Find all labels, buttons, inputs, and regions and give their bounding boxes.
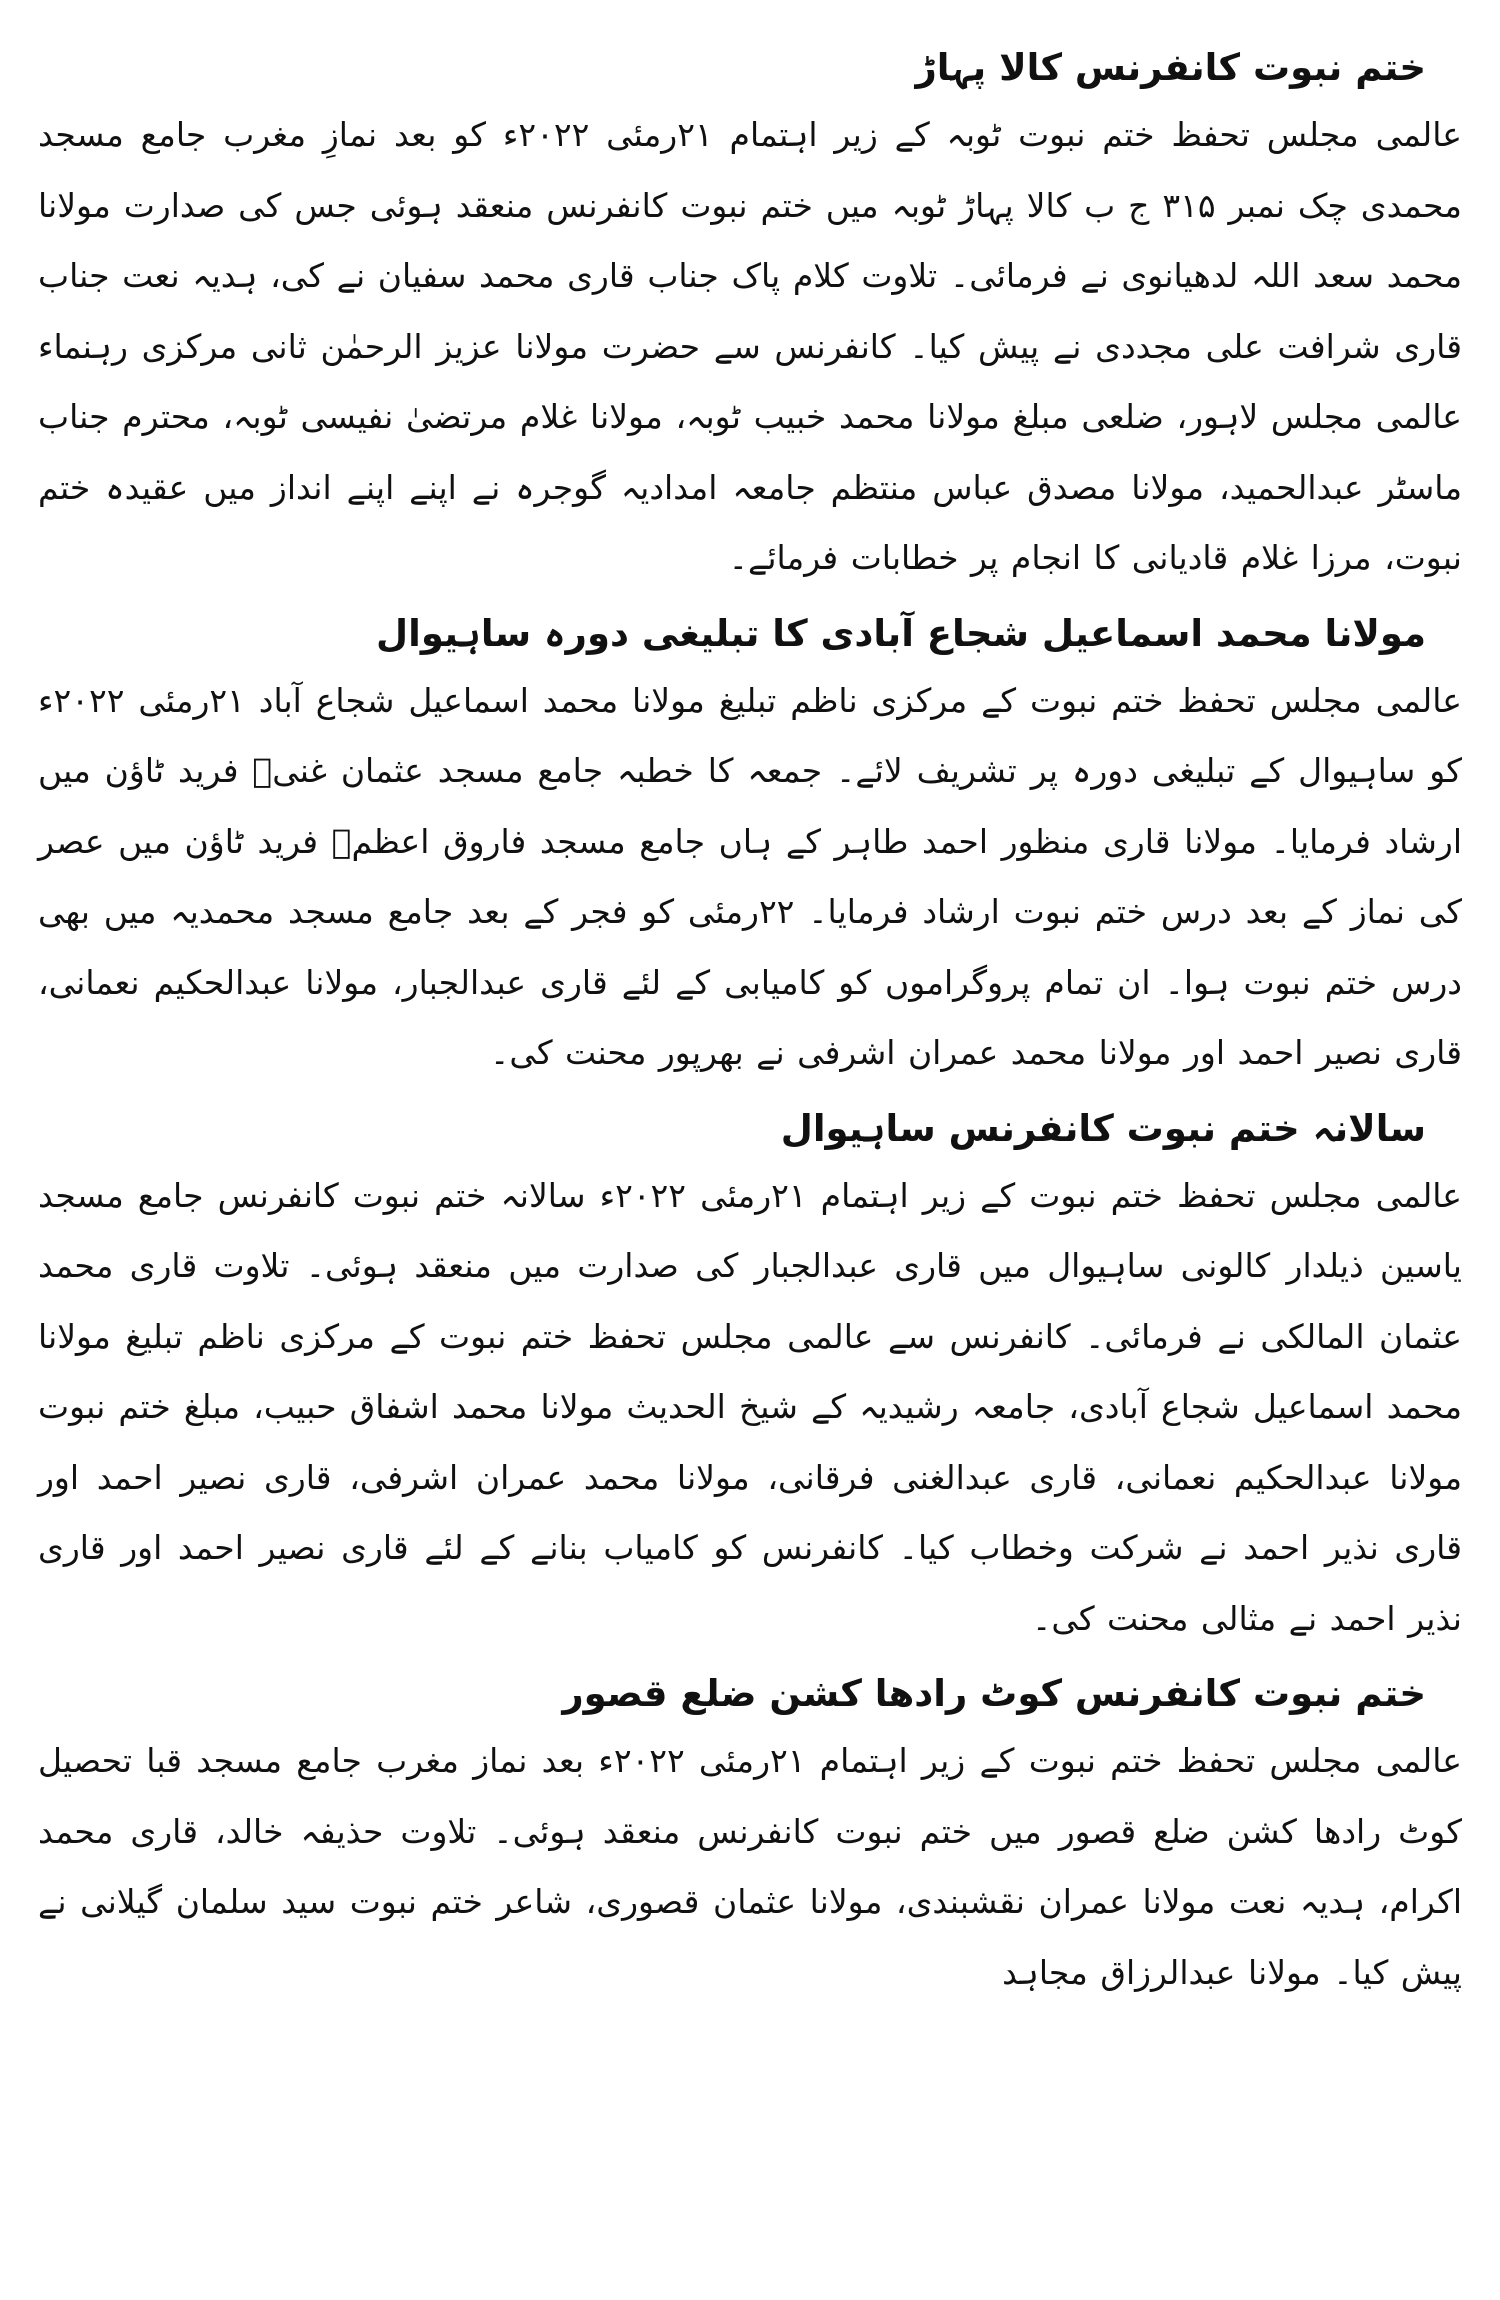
- article-kot-radha-kishan-conference: [38, 1666, 1462, 2008]
- article-body: عالمی مجلس تحفظ ختم نبوت کے مرکزی ناظم تبلیغ مولانا محمد اسماعیل شجاع آباد ۲۱رمئی ۲۰۲۲ء کو ساہیوال کے تبلیغی دورہ پر تشریف لائے۔ جمعہ کا خطبہ جامع مسجد عثمان غنیؓ فرید ٹاؤن میں ارشاد فرمایا۔ مولانا قاری منظور احمد طاہر کے ہاں جامع مسجد فاروق اعظمؓ فرید ٹاؤن میں عصر کی نماز کے بعد درس ختم نبوت ارشاد فرمایا۔ ۲۲رمئی کو فجر کے بعد جامع مسجد محمدیہ میں بھی درس ختم نبوت ہوا۔ ان تمام پروگراموں کو کامیابی کے لئے قاری عبدالجبار، مولانا عبدالحکیم نعمانی، قاری نصیر احمد اور مولانا محمد عمران اشرفی نے بھرپور محنت کی۔: [38, 680, 1462, 1072]
- article-kala-pahar-conference: [38, 40, 1462, 594]
- article-sahiwal-annual-conference: [38, 1101, 1462, 1655]
- article-heading: ختم نبوت کانفرنس کالا پہاڑ: [915, 46, 1426, 89]
- article-body: عالمی مجلس تحفظ ختم نبوت کے زیر اہتمام ۲۱رمئی ۲۰۲۲ء بعد نماز مغرب جامع مسجد قبا تحصیل کوٹ رادھا کشن ضلع قصور میں ختم نبوت کانفرنس منعقد ہوئی۔ تلاوت حذیفہ خالد، قاری محمد اکرام، ہدیہ نعت مولانا عمران نقشبندی، مولانا عثمان قصوری، شاعر ختم نبوت سید سلمان گیلانی نے پیش کیا۔ مولانا عبدالرزاق مجاہد: [38, 1741, 1462, 1992]
- newspaper-page: [38, 40, 1462, 2280]
- article-heading: مولانا محمد اسماعیل شجاع آبادی کا تبلیغی دورہ ساہیوال: [376, 611, 1426, 655]
- article-body: عالمی مجلس تحفظ ختم نبوت ٹوبہ کے زیر اہتمام ۲۱رمئی ۲۰۲۲ء کو بعد نمازِ مغرب جامع مسجد محمدی چک نمبر ۳۱۵ ج ب کالا پہاڑ ٹوبہ میں ختم نبوت کانفرنس منعقد ہوئی جس کی صدارت مولانا محمد سعد اللہ لدھیانوی نے فرمائی۔ تلاوت کلام پاک جناب قاری محمد سفیان نے کی، ہدیہ نعت جناب قاری شرافت علی مجددی نے پیش کیا۔ کانفرنس سے حضرت مولانا عزیز الرحمٰن ثانی مرکزی رہنماء عالمی مجلس لاہور، ضلعی مبلغ مولانا محمد خبیب ٹوبہ، مولانا غلام مرتضیٰ نفیسی ٹوبہ، محترم جناب ماسٹر عبدالحمید، مولانا مصدق عباس منتظم جامعہ امدادیہ گوجرہ نے اپنے اپنے انداز میں عقیدہ ختم نبوت، مرزا غلام قادیانی کا انجام پر خطابات فرمائے۔: [38, 115, 1462, 577]
- article-body: عالمی مجلس تحفظ ختم نبوت کے زیر اہتمام ۲۱رمئی ۲۰۲۲ء سالانہ ختم نبوت کانفرنس جامع مسجد یاسین ذیلدار کالونی ساہیوال میں قاری عبدالجبار کی صدارت میں منعقد ہوئی۔ تلاوت قاری محمد عثمان المالکی نے فرمائی۔ کانفرنس سے عالمی مجلس تحفظ ختم نبوت کے مرکزی ناظم تبلیغ مولانا محمد اسماعیل شجاع آبادی، جامعہ رشیدیہ کے شیخ الحدیث مولانا محمد اشفاق حبیب، مبلغ ختم نبوت مولانا عبدالحکیم نعمانی، قاری عبدالغنی فرقانی، مولانا محمد عمران اشرفی، قاری نصیر احمد اور قاری نذیر احمد نے شرکت وخطاب کیا۔ کانفرنس کو کامیاب بنانے کے لئے قاری نصیر احمد اور قاری نذیر احمد نے مثالی محنت کی۔: [38, 1175, 1462, 1638]
- article-heading: سالانہ ختم نبوت کانفرنس ساہیوال: [780, 1106, 1426, 1150]
- article-shujabadi-sahiwal-tour: [38, 606, 1462, 1089]
- article-heading: ختم نبوت کانفرنس کوٹ رادھا کشن ضلع قصور: [562, 1672, 1426, 1715]
